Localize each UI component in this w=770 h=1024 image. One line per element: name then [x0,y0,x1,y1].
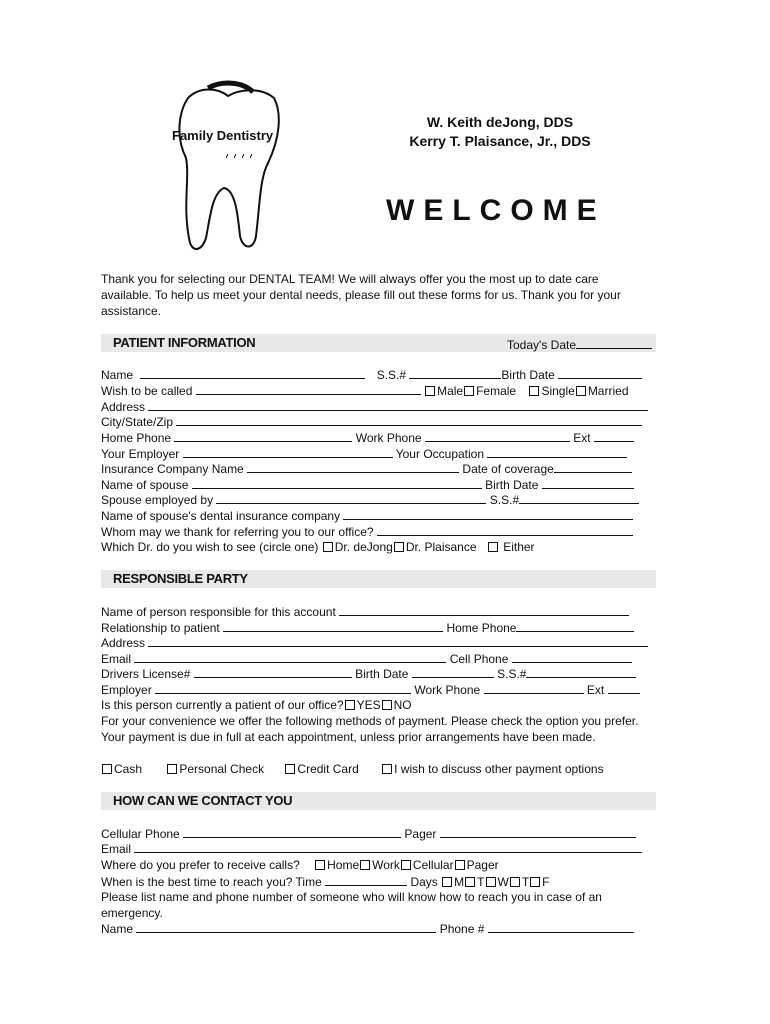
relationship-row [101,620,634,636]
either-checkbox[interactable] [488,542,498,552]
rp-email-row [101,651,632,667]
which-dr-label: Which Dr. do you wish to see (circle one) [101,540,319,554]
credit-label: Credit Card [297,762,359,776]
rp-birth-label: Birth Date [355,667,409,681]
address-label: Address [101,400,146,414]
doctor-names [380,113,620,151]
rp-employer-input[interactable] [155,682,411,694]
rp-email-input[interactable] [134,651,446,663]
either-label: Either [503,540,535,554]
rp-home-phone-label: Home Phone [446,621,517,635]
city-input[interactable] [176,414,642,426]
best-time-row [101,874,550,890]
wish-row [101,383,629,399]
tooth-logo [168,78,298,258]
relationship-label: Relationship to patient [101,621,220,635]
discuss-checkbox[interactable] [382,764,392,774]
rp-ss-label: S.S.# [497,667,527,681]
emergency-phone-label: Phone # [439,922,485,936]
home-phone-label: Home Phone [101,431,172,445]
referral-input[interactable] [377,524,633,536]
birth-date-label: Birth Date [501,368,555,382]
person-row [101,604,629,620]
rp-employer-label: Employer [101,683,152,697]
work-label: Work [372,858,400,872]
spouse-emp-label: Spouse employed by [101,493,214,507]
rp-ext-input[interactable] [608,682,640,694]
rp-work-phone-input[interactable] [484,682,584,694]
work-phone-label: Work Phone [355,431,422,445]
relationship-input[interactable] [223,620,443,632]
dr1-checkbox[interactable] [323,542,333,552]
rp-cell-label: Cell Phone [449,652,509,666]
rp-address-input[interactable] [148,635,648,647]
friday-checkbox[interactable] [530,877,540,887]
city-row [101,414,642,430]
home-phone-row [101,430,634,446]
cellular-label: Cellular Phone [101,827,180,841]
ext-label: Ext [573,431,591,445]
rp-ext-label: Ext [586,683,605,697]
responsible-section-title: RESPONSIBLE PARTY [113,571,248,586]
occupation-input[interactable] [487,446,627,458]
spouse-label: Name of spouse [101,478,189,492]
wednesday-label: W [497,875,509,889]
contact-section-title: HOW CAN WE CONTACT YOU [113,793,293,808]
friday-label: F [542,875,550,889]
dr1-label: Dr. deJong [334,540,393,554]
single-checkbox[interactable] [529,386,539,396]
yes-label: YES [356,698,381,712]
insurance-input[interactable] [247,461,459,473]
todays-date-label: Today's Date [507,338,576,352]
married-label: Married [587,384,629,398]
rp-email-label: Email [101,652,132,666]
spouse-input[interactable] [192,477,482,489]
thursday-label: T [521,875,530,889]
spouse-ss-input[interactable] [519,492,639,504]
emergency-text: Please list name and phone number of someone who will know how to reach you in case of an emergency. [101,890,602,920]
female-label: Female [476,384,517,398]
contact-email-row [101,841,642,857]
address-input[interactable] [148,399,648,411]
license-row [101,666,636,682]
cellular-row [101,826,636,842]
prefer-row [101,858,499,873]
current-label: Is this person currently a patient of our office? [101,698,344,712]
address-row [101,399,648,415]
employer-label: Your Employer [101,447,180,461]
spouse-row [101,477,634,493]
married-checkbox[interactable] [576,386,586,396]
monday-label: M [454,875,465,889]
ss-input[interactable] [409,367,501,379]
license-label: Drivers License# [101,667,191,681]
spouse-birth-label: Birth Date [485,478,539,492]
intro-text: Thank you for selecting our DENTAL TEAM! We will always offer you the most up to date care available. To help us meet your dental needs, please fill out these forms for us. Thank you for your assistance. [101,272,621,318]
occupation-label: Your Occupation [395,447,485,461]
home-label: Home [327,858,360,872]
female-checkbox[interactable] [464,386,474,396]
name-label: Name [101,368,134,382]
payment-options-row [101,762,604,777]
employer-row [101,446,627,462]
pager-option-label: Pager [466,858,499,872]
wednesday-checkbox[interactable] [486,877,496,887]
logo-text: Family Dentistry [172,128,274,143]
work-phone-input[interactable] [425,430,570,442]
spouse-ins-row [101,508,633,524]
male-checkbox[interactable] [425,386,435,396]
no-checkbox[interactable] [382,700,392,710]
spouse-ins-label: Name of spouse's dental insurance company [101,509,341,523]
referral-label: Whom may we thank for referring you to our office? [101,525,374,539]
city-label: City/State/Zip [101,415,174,429]
wish-label: Wish to be called [101,384,193,398]
days-label: Days [410,875,438,889]
doctor-2: Kerry T. Plaisance, Jr., DDS [409,133,591,149]
wish-input[interactable] [196,383,421,395]
coverage-input[interactable] [554,461,632,473]
pager-checkbox[interactable] [455,860,465,870]
coverage-label: Date of coverage [462,462,554,476]
cellular-checkbox[interactable] [401,860,411,870]
rp-ss-input[interactable] [526,666,636,678]
check-checkbox[interactable] [167,764,177,774]
name-row [101,367,642,383]
spouse-emp-input[interactable] [216,492,486,504]
cellular-option-label: Cellular [412,858,454,872]
license-input[interactable] [194,666,352,678]
spouse-ss-label: S.S.# [489,493,520,507]
which-dr-row [101,540,535,555]
person-label: Name of person responsible for this account [101,605,336,619]
check-label: Personal Check [179,762,265,776]
best-time-label: When is the best time to reach you? Time [101,875,322,889]
doctor-1: W. Keith deJong, DDS [426,114,574,130]
tuesday-label: T [477,875,485,889]
yes-checkbox[interactable] [345,700,355,710]
person-input[interactable] [339,604,629,616]
spouse-birth-input[interactable] [542,477,634,489]
emergency-name-label: Name [101,922,134,936]
work-checkbox[interactable] [360,860,370,870]
todays-date-field[interactable] [507,337,652,353]
dr2-label: Dr. Plaisance [405,540,477,554]
cash-label: Cash [114,762,143,776]
tuesday-checkbox[interactable] [465,877,475,887]
credit-checkbox[interactable] [285,764,295,774]
rp-employer-row [101,682,640,698]
rp-home-phone-input[interactable] [516,620,634,632]
rp-address-row [101,635,648,651]
emergency-name-input[interactable] [136,921,436,933]
rp-birth-input[interactable] [412,666,494,678]
thursday-checkbox[interactable] [510,877,520,887]
dr2-checkbox[interactable] [394,542,404,552]
ext-input[interactable] [594,430,634,442]
employer-input[interactable] [183,446,393,458]
ss-label: S.S.# [376,368,407,382]
contact-email-label: Email [101,842,132,856]
spouse-emp-row [101,492,639,508]
rp-work-phone-label: Work Phone [414,683,481,697]
pager-input[interactable] [440,826,636,838]
referral-row [101,524,633,540]
patient-section-title: PATIENT INFORMATION [113,335,256,350]
male-label: Male [437,384,464,398]
birth-date-input[interactable] [558,367,642,379]
contact-email-input[interactable] [134,841,642,853]
single-label: Single [541,384,575,398]
emergency-phone-input[interactable] [488,921,634,933]
discuss-label: I wish to discuss other payment options [394,762,604,776]
home-phone-input[interactable] [174,430,352,442]
current-patient-row [101,698,412,713]
name-input[interactable] [140,367,365,379]
insurance-label: Insurance Company Name [101,462,244,476]
rp-address-label: Address [101,636,146,650]
emergency-row [101,921,634,937]
insurance-row [101,461,632,477]
best-time-input[interactable] [325,874,407,886]
prefer-label: Where do you prefer to receive calls? [101,858,300,872]
rp-cell-input[interactable] [512,651,632,663]
welcome-title: WELCOME [386,194,606,227]
cellular-input[interactable] [183,826,401,838]
spouse-ins-input[interactable] [343,508,633,520]
cash-checkbox[interactable] [102,764,112,774]
payment-text: For your convenience we offer the following methods of payment. Please check the option you prefer. Your payment is due in full at each appointment, unless prior arrangements have been made. [101,714,639,744]
no-label: NO [393,698,412,712]
home-checkbox[interactable] [315,860,325,870]
pager-label: Pager [404,827,437,841]
monday-checkbox[interactable] [442,877,452,887]
